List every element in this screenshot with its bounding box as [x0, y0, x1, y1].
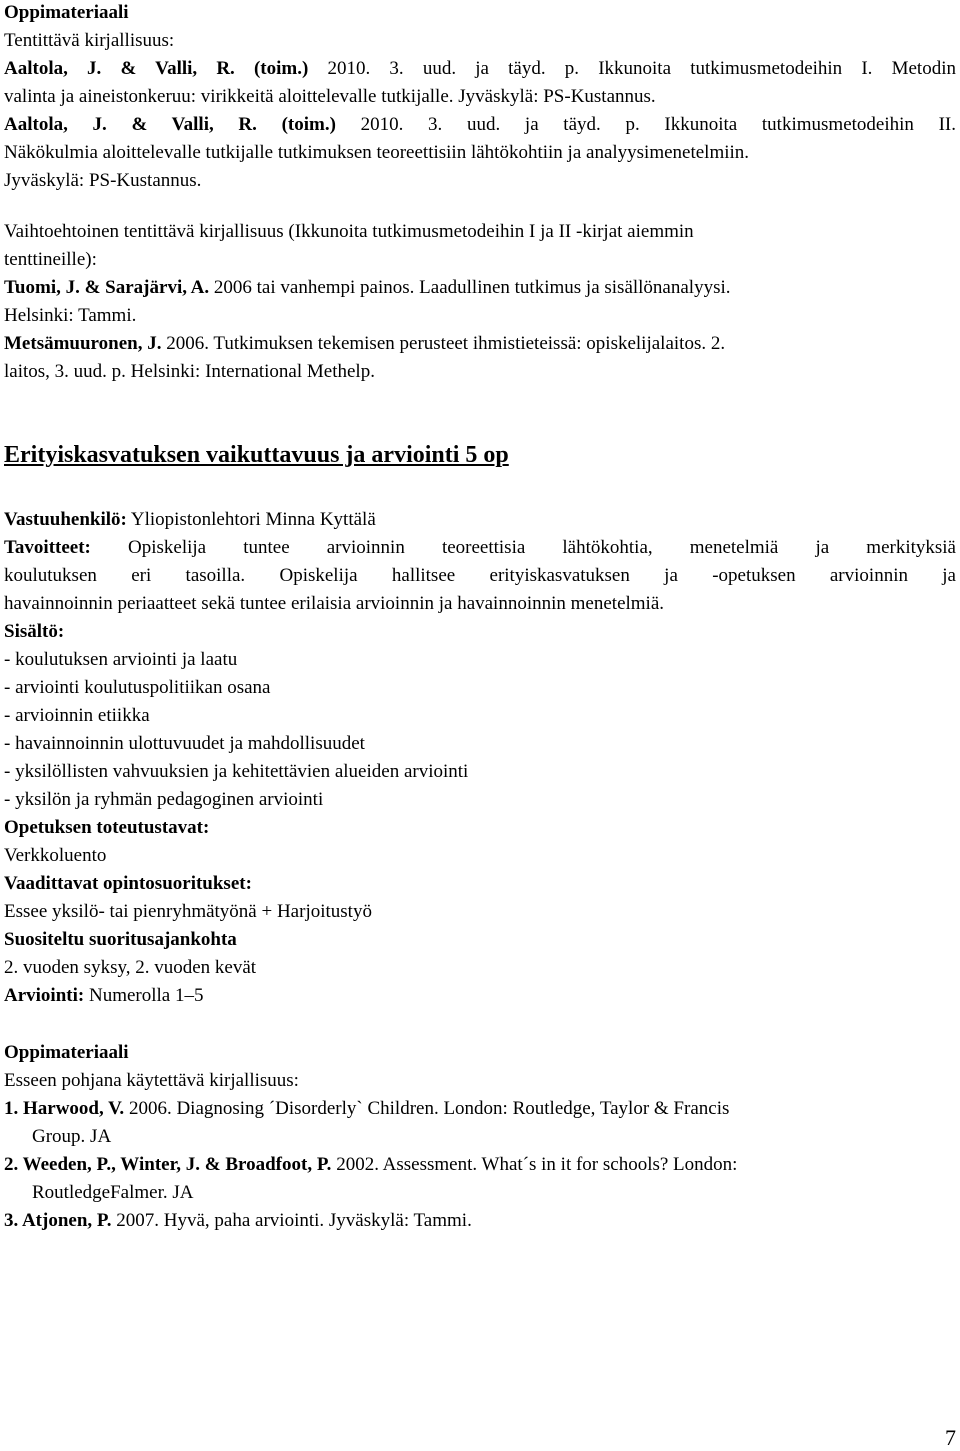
reference-metsamuuronen-line1	[4, 334, 725, 353]
content-label: Sisältö:	[4, 621, 65, 642]
essee-literature-subheading: Esseen pohjana käytettävä kirjallisuus:	[4, 1070, 299, 1091]
study-material-heading: Oppimateriaali	[4, 2, 129, 23]
essay-reference-2-line1	[4, 1155, 737, 1174]
page-number: 7	[945, 1425, 956, 1450]
reference-aaltola-2-line1	[4, 115, 956, 134]
essay-reference-2-line2: RoutledgeFalmer. JA	[32, 1182, 194, 1203]
reference-authors: Aaltola, J. & Valli, R. (toim.)	[4, 58, 309, 79]
goals-line2: koulutuksen eri tasoilla. Opiskelija hallitsee erityiskasvatuksen ja -opetuksen arvioinnin ja	[4, 565, 956, 586]
content-item: - yksilöllisten vahvuuksien ja kehitettävien alueiden arviointi	[4, 761, 469, 782]
reference-authors: 2. Weeden, P., Winter, J. & Broadfoot, P.	[4, 1154, 332, 1175]
reference-tuomi-line1	[4, 278, 731, 297]
evaluation-label: Arviointi:	[4, 985, 85, 1006]
reference-aaltola-1-line2: valinta ja aineistonkeruu: virikkeitä aloittelevalle tutkijalle. Jyväskylä: PS-Kustannus.	[4, 86, 656, 107]
reference-authors: Metsämuuronen, J.	[4, 333, 162, 354]
reference-authors: 3. Atjonen, P.	[4, 1210, 112, 1231]
exam-literature-subheading: Tentittävä kirjallisuus:	[4, 30, 175, 51]
teaching-methods-label: Opetuksen toteutustavat:	[4, 817, 210, 838]
teaching-methods-value: Verkkoluento	[4, 845, 107, 866]
requirements-value: Essee yksilö- tai pienryhmätyönä + Harjoitustyö	[4, 901, 372, 922]
essay-reference-3	[4, 1211, 472, 1230]
content-item: - yksilön ja ryhmän pedagoginen arviointi	[4, 789, 324, 810]
content-item: - havainnoinnin ulottuvuudet ja mahdollisuudet	[4, 733, 365, 754]
recommended-timing-label: Suositeltu suoritusajankohta	[4, 929, 237, 950]
course-title: Erityiskasvatuksen vaikuttavuus ja arviointi 5 op	[4, 442, 509, 468]
reference-authors: Aaltola, J. & Valli, R. (toim.)	[4, 114, 336, 135]
recommended-timing-value: 2. vuoden syksy, 2. vuoden kevät	[4, 957, 257, 978]
responsible-value: Yliopistonlehtori Minna Kyttälä	[126, 509, 376, 530]
responsible-label: Vastuuhenkilö:	[4, 509, 127, 530]
responsible-person	[4, 510, 376, 529]
content-item: - arvioinnin etiikka	[4, 705, 150, 726]
evaluation-value: Numerolla 1–5	[84, 985, 204, 1006]
content-item: - arviointi koulutuspolitiikan osana	[4, 677, 271, 698]
reference-text: 2007. Hyvä, paha arviointi. Jyväskylä: Tammi.	[111, 1210, 472, 1231]
study-material-heading: Oppimateriaali	[4, 1042, 129, 1063]
reference-authors: Tuomi, J. & Sarajärvi, A.	[4, 277, 210, 298]
reference-text: 2010. 3. uud. ja täyd. p. Ikkunoita tutkimusmetodeihin II.	[335, 114, 956, 135]
evaluation	[4, 986, 203, 1005]
reference-aaltola-2-line3: Jyväskylä: PS-Kustannus.	[4, 170, 202, 191]
content-item: - koulutuksen arviointi ja laatu	[4, 649, 238, 670]
requirements-label: Vaadittavat opintosuoritukset:	[4, 873, 252, 894]
reference-text: 2006 tai vanhempi painos. Laadullinen tutkimus ja sisällönanalyysi.	[209, 277, 731, 298]
reference-text: 2002. Assessment. What´s in it for schools? London:	[331, 1154, 738, 1175]
reference-text: 2006. Diagnosing ´Disorderly` Children. London: Routledge, Taylor & Francis	[124, 1098, 730, 1119]
essay-reference-1-line1	[4, 1099, 729, 1118]
reference-aaltola-1-line1	[4, 59, 956, 78]
goals-line1	[4, 538, 956, 557]
goals-text: Opiskelija tuntee arvioinnin teoreettisia lähtökohtia, menetelmiä ja merkityksiä	[90, 537, 956, 558]
reference-metsamuuronen-line2: laitos, 3. uud. p. Helsinki: International Methelp.	[4, 361, 375, 382]
reference-text: 2006. Tutkimuksen tekemisen perusteet ihmistieteissä: opiskelijalaitos. 2.	[161, 333, 726, 354]
goals-line3: havainnoinnin periaatteet sekä tuntee erilaisia arvioinnin ja havainnoinnin menetelmiä.	[4, 593, 665, 614]
reference-aaltola-2-line2: Näkökulmia aloittelevalle tutkijalle tutkimuksen teoreettisiin lähtökohtiin ja analyysimenetelmiin.	[4, 142, 750, 163]
reference-authors: 1. Harwood, V.	[4, 1098, 125, 1119]
reference-text: 2010. 3. uud. ja täyd. p. Ikkunoita tutkimusmetodeihin I. Metodin	[308, 58, 956, 79]
reference-tuomi-line2: Helsinki: Tammi.	[4, 305, 137, 326]
alternative-literature-line2: tenttineille):	[4, 249, 97, 270]
goals-label: Tavoitteet:	[4, 537, 91, 558]
alternative-literature-line1: Vaihtoehtoinen tentittävä kirjallisuus (Ikkunoita tutkimusmetodeihin I ja II -kirjat aiemmin	[4, 221, 694, 242]
essay-reference-1-line2: Group. JA	[32, 1126, 112, 1147]
